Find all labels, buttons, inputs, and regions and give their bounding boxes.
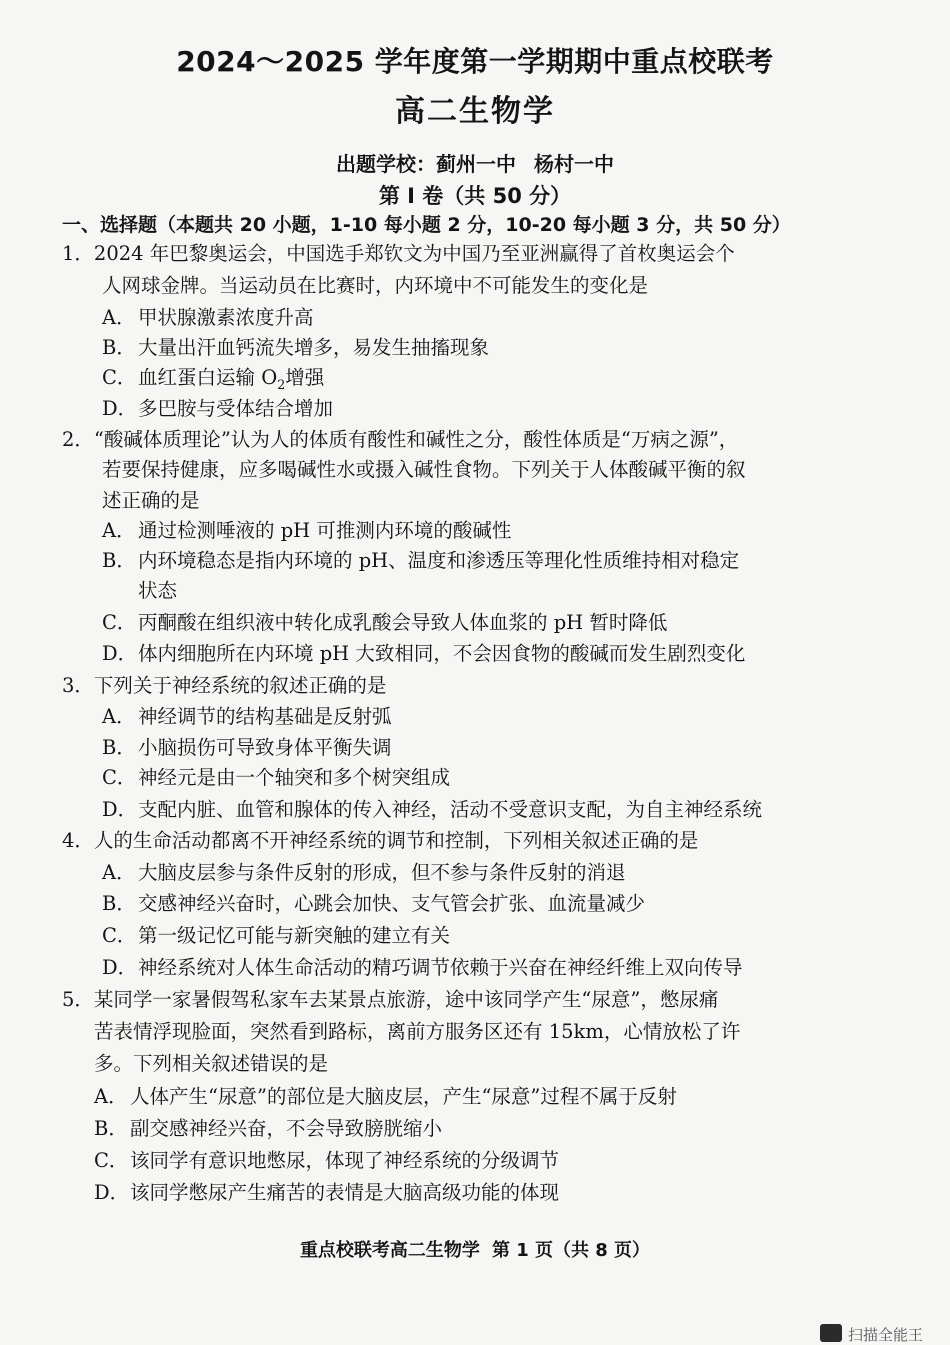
question-5-stem-line-2: 苦表情浮现脸面，突然看到路标，离前方服务区还有 15km，心情放松了许 xyxy=(94,1020,741,1043)
option-text: 大脑皮层参与条件反射的形成，但不参与条件反射的消退 xyxy=(138,861,626,884)
question-number: 4． xyxy=(62,829,94,852)
option-text: 副交感神经兴奋，不会导致膀胱缩小 xyxy=(130,1117,443,1140)
question-3-option-b xyxy=(102,738,392,758)
exam-title: 2024～2025 学年度第一学期期中重点校联考 xyxy=(176,45,774,78)
footer-title: 重点校联考高二生物学 xyxy=(299,1240,480,1261)
question-number: 5． xyxy=(62,988,94,1011)
option-label: B． xyxy=(102,549,136,572)
question-5-option-b xyxy=(94,1119,442,1139)
option-label: A． xyxy=(102,306,136,329)
question-2-stem-line-2: 若要保持健康，应多喝碱性水或摄入碱性食物。下列关于人体酸碱平衡的叙 xyxy=(102,458,746,481)
option-label: D． xyxy=(102,397,138,420)
stem-text: 2024 年巴黎奥运会，中国选手郑钦文为中国乃至亚洲赢得了首枚奥运会个 xyxy=(93,242,735,265)
option-label: B． xyxy=(102,336,136,359)
option-text: 神经系统对人体生命活动的精巧调节依赖于兴奋在神经纤维上双向传导 xyxy=(138,956,743,979)
option-label: A． xyxy=(94,1085,128,1108)
option-text: 丙酮酸在组织液中转化成乳酸会导致人体血浆的 pH 暂时降低 xyxy=(138,611,668,634)
option-text: 该同学有意识地憋尿，体现了神经系统的分级调节 xyxy=(130,1149,560,1172)
question-2-option-b xyxy=(102,551,739,571)
stem-text: 某同学一家暑假驾私家车去某景点旅游，途中该同学产生“尿意”，憋尿痛 xyxy=(93,988,719,1011)
option-label: D． xyxy=(94,1181,130,1204)
subscript: 2 xyxy=(277,376,286,392)
question-1-stem-line-2: 人网球金牌。当运动员在比赛时，内环境中不可能发生的变化是 xyxy=(102,274,649,297)
option-text: 通过检测唾液的 pH 可推测内环境的酸碱性 xyxy=(138,519,512,542)
option-text: 第一级记忆可能与新突触的建立有关 xyxy=(138,924,451,947)
option-text: 体内细胞所在内环境 pH 大致相同，不会因食物的酸碱而发生剧烈变化 xyxy=(138,642,746,665)
option-text: 该同学憋尿产生痛苦的表情是大脑高级功能的体现 xyxy=(130,1181,560,1204)
option-label: B． xyxy=(102,736,136,759)
question-number: 2． xyxy=(62,428,94,451)
option-text: 神经元是由一个轴突和多个树突组成 xyxy=(138,766,451,789)
schools-line xyxy=(0,148,950,177)
option-text: 多巴胺与受体结合增加 xyxy=(138,397,334,420)
option-label: A． xyxy=(102,861,136,884)
question-2-stem-line-1 xyxy=(62,430,738,450)
question-2-option-a xyxy=(102,521,511,541)
question-1-option-a xyxy=(102,308,314,328)
stem-text: 下列关于神经系统的叙述正确的是 xyxy=(93,674,387,697)
question-3-option-a xyxy=(102,707,392,727)
option-text: 大量出汗血钙流失增多，易发生抽搐现象 xyxy=(138,336,490,359)
option-text: 血红蛋白运输 O xyxy=(138,366,278,389)
option-label: C． xyxy=(102,766,137,789)
scanner-watermark xyxy=(818,1318,950,1345)
question-1-stem-line-1 xyxy=(62,244,735,264)
question-3-option-c xyxy=(102,768,450,788)
question-4-option-b xyxy=(102,894,645,914)
option-text: 小脑损伤可导致身体平衡失调 xyxy=(138,736,392,759)
exam-subject: 高二生物学 xyxy=(395,94,555,129)
option-text: 人体产生“尿意”的部位是大脑皮层，产生“尿意”过程不属于反射 xyxy=(130,1085,677,1108)
option-label: B． xyxy=(102,892,136,915)
question-5-option-c xyxy=(94,1151,559,1171)
option-label: C． xyxy=(102,924,137,947)
question-1-option-c xyxy=(102,368,324,392)
option-label: A． xyxy=(102,705,136,728)
page-footer xyxy=(0,1236,950,1262)
question-3-option-d xyxy=(102,800,762,820)
question-2-stem-line-3: 述正确的是 xyxy=(102,489,200,512)
question-2-option-b-continued: 状态 xyxy=(138,579,178,602)
question-5-stem-line-1 xyxy=(62,990,718,1010)
option-label: A． xyxy=(102,519,136,542)
section-heading: 一、选择题（本题共 20 小题，1-10 每小题 2 分，10-20 每小题 3 分，共 50 分） xyxy=(62,214,791,236)
question-4-stem-line-1 xyxy=(62,831,698,851)
question-1-option-b xyxy=(102,338,489,358)
option-label: D． xyxy=(102,956,138,979)
option-label: C． xyxy=(102,366,137,389)
school-label: 出题学校：蓟州一中 xyxy=(336,152,516,176)
option-text: 内环境稳态是指内环境的 pH、温度和渗透压等理化性质维持相对稳定 xyxy=(138,549,740,572)
option-label: D． xyxy=(102,798,138,821)
option-text: 支配内脏、血管和腺体的传入神经，活动不受意识支配，为自主神经系统 xyxy=(138,798,763,821)
scanner-logo-icon xyxy=(820,1324,842,1342)
option-label: B． xyxy=(94,1117,128,1140)
question-5-option-d xyxy=(94,1183,559,1203)
question-4-option-a xyxy=(102,863,626,883)
option-label: C． xyxy=(102,611,137,634)
volume-heading: 第 I 卷（共 50 分） xyxy=(378,184,572,208)
option-label: D． xyxy=(102,642,138,665)
stem-text: 人的生命活动都离不开神经系统的调节和控制，下列相关叙述正确的是 xyxy=(93,829,699,852)
question-3-stem-line-1 xyxy=(62,676,386,696)
question-2-option-c xyxy=(102,613,667,633)
question-1-option-d xyxy=(102,399,333,419)
option-text-tail: 增强 xyxy=(285,366,325,389)
scanner-watermark-text: 扫描全能王 xyxy=(848,1326,924,1344)
page-number: 第 1 页（共 8 页） xyxy=(491,1240,651,1261)
question-5-stem-line-3: 多。下列相关叙述错误的是 xyxy=(94,1052,329,1075)
question-number: 3． xyxy=(62,674,94,697)
option-text: 甲状腺激素浓度升高 xyxy=(138,306,314,329)
option-label: C． xyxy=(94,1149,129,1172)
question-2-option-d xyxy=(102,644,745,664)
option-text: 交感神经兴奋时，心跳会加快、支气管会扩张、血流量减少 xyxy=(138,892,646,915)
stem-text: “酸碱体质理论”认为人的体质有酸性和碱性之分，酸性体质是“万病之源”， xyxy=(93,428,739,451)
question-5-option-a xyxy=(94,1087,677,1107)
school-second: 杨村一中 xyxy=(534,152,614,176)
question-4-option-d xyxy=(102,958,743,978)
question-4-option-c xyxy=(102,926,450,946)
option-text: 神经调节的结构基础是反射弧 xyxy=(138,705,392,728)
question-number: 1． xyxy=(62,242,94,265)
